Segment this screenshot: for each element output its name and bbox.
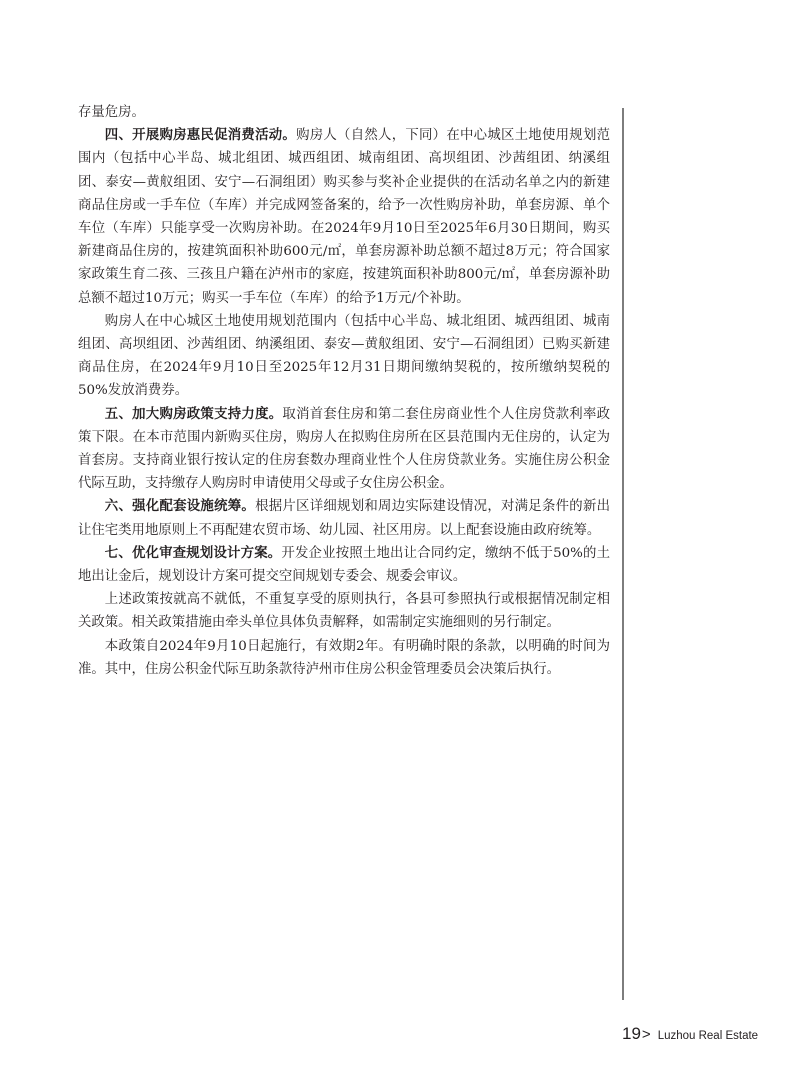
paragraph-policy-principle: 上述政策按就高不就低，不重复享受的原则执行，各县可参照执行或根据情况制定相关政策。相关政策措施由牵头单位具体负责解释，如需制定实施细则的另行制定。 <box>78 592 610 631</box>
page-footer <box>622 1024 758 1046</box>
section-6-heading: 六、强化配套设施统筹。 <box>104 499 256 515</box>
section-5-text: 取消首套住房和第二套住房商业性个人住房贷款利率政策下限。在本市范围内新购买住房，购房人在拟购住房所在区县范围内无住房的，认定为首套房。支持商业银行按认定的住房套数办理商业性个人住房贷款业务。实施住房公积金代际互助，支持缴存人购房时申请使用父母或子女住房公积金。 <box>78 406 611 492</box>
article-body <box>78 101 610 681</box>
arrow-icon: > <box>641 1026 651 1043</box>
section-6-text: 根据片区详细规划和周边实际建设情况，对满足条件的新出让住宅类用地原则上不再配建农贸市场、幼儿园、社区用房。以上配套设施由政府统筹。 <box>78 499 611 538</box>
section-5-heading: 五、加大购房政策支持力度。 <box>104 406 283 422</box>
section-6-paragraph <box>78 495 610 541</box>
section-4-text: 购房人（自然人，下同）在中心城区土地使用规划范围内（包括中心半岛、城北组团、城西组团、城南组团、高坝组团、沙茜组团、纳溪组团、泰安—黄舣组团、安宁—石洞组团）购买参与奖补企业提供的在活动名单之内的新建商品住房或一手车位（车库）并完成网签备案的，给予一次性购房补助，单套房源、单个车位（车库）只能享受一次购房补助。在2024年9月10日至2025年6月30日期间，购买新建商品住房的，按建筑面积补助600元/㎡，单套房源补助总额不超过8万元；符合国家家政策生育二孩、三孩且户籍在泸州市的家庭，按建筑面积补助800元/㎡，单套房源补助总额不超过10万元；购买一手车位（车库）的给予1万元/个补助。 <box>78 128 611 306</box>
section-7-text: 开发企业按照土地出让合同约定，缴纳不低于50%的土地出让金后，规划设计方案可提交空间规划专委会、规委会审议。 <box>78 545 610 585</box>
publication-name: Luzhou Real Estate <box>657 1030 759 1042</box>
section-7-paragraph <box>78 542 610 588</box>
section-7-heading: 七、优化审查规划设计方案。 <box>104 545 282 561</box>
section-4-heading: 四、开展购房惠民促消费活动。 <box>104 128 297 144</box>
section-5-paragraph <box>78 403 610 496</box>
section-4-paragraph <box>78 124 610 310</box>
paragraph-voucher: 购房人在中心城区土地使用规划范围内（包括中心半岛、城北组团、城西组团、城南组团、高坝组团、沙茜组团、纳溪组团、泰安—黄舣组团、安宁—石洞组团）已购买新建商品住房，在2024年9月10日至2025年12月31日期间缴纳契税的，按所缴纳契税的50%发放消费券。 <box>78 313 610 399</box>
page-number: 19 <box>622 1024 641 1043</box>
paragraph-effective-date: 本政策自2024年9月10日起施行，有效期2年。有明确时限的条款，以明确的时间为准。其中，住房公积金代际互助条款待泸州市住房公积金管理委员会决策后执行。 <box>78 638 610 677</box>
paragraph-continuation: 存量危房。 <box>78 105 145 120</box>
vertical-divider <box>622 108 624 1000</box>
